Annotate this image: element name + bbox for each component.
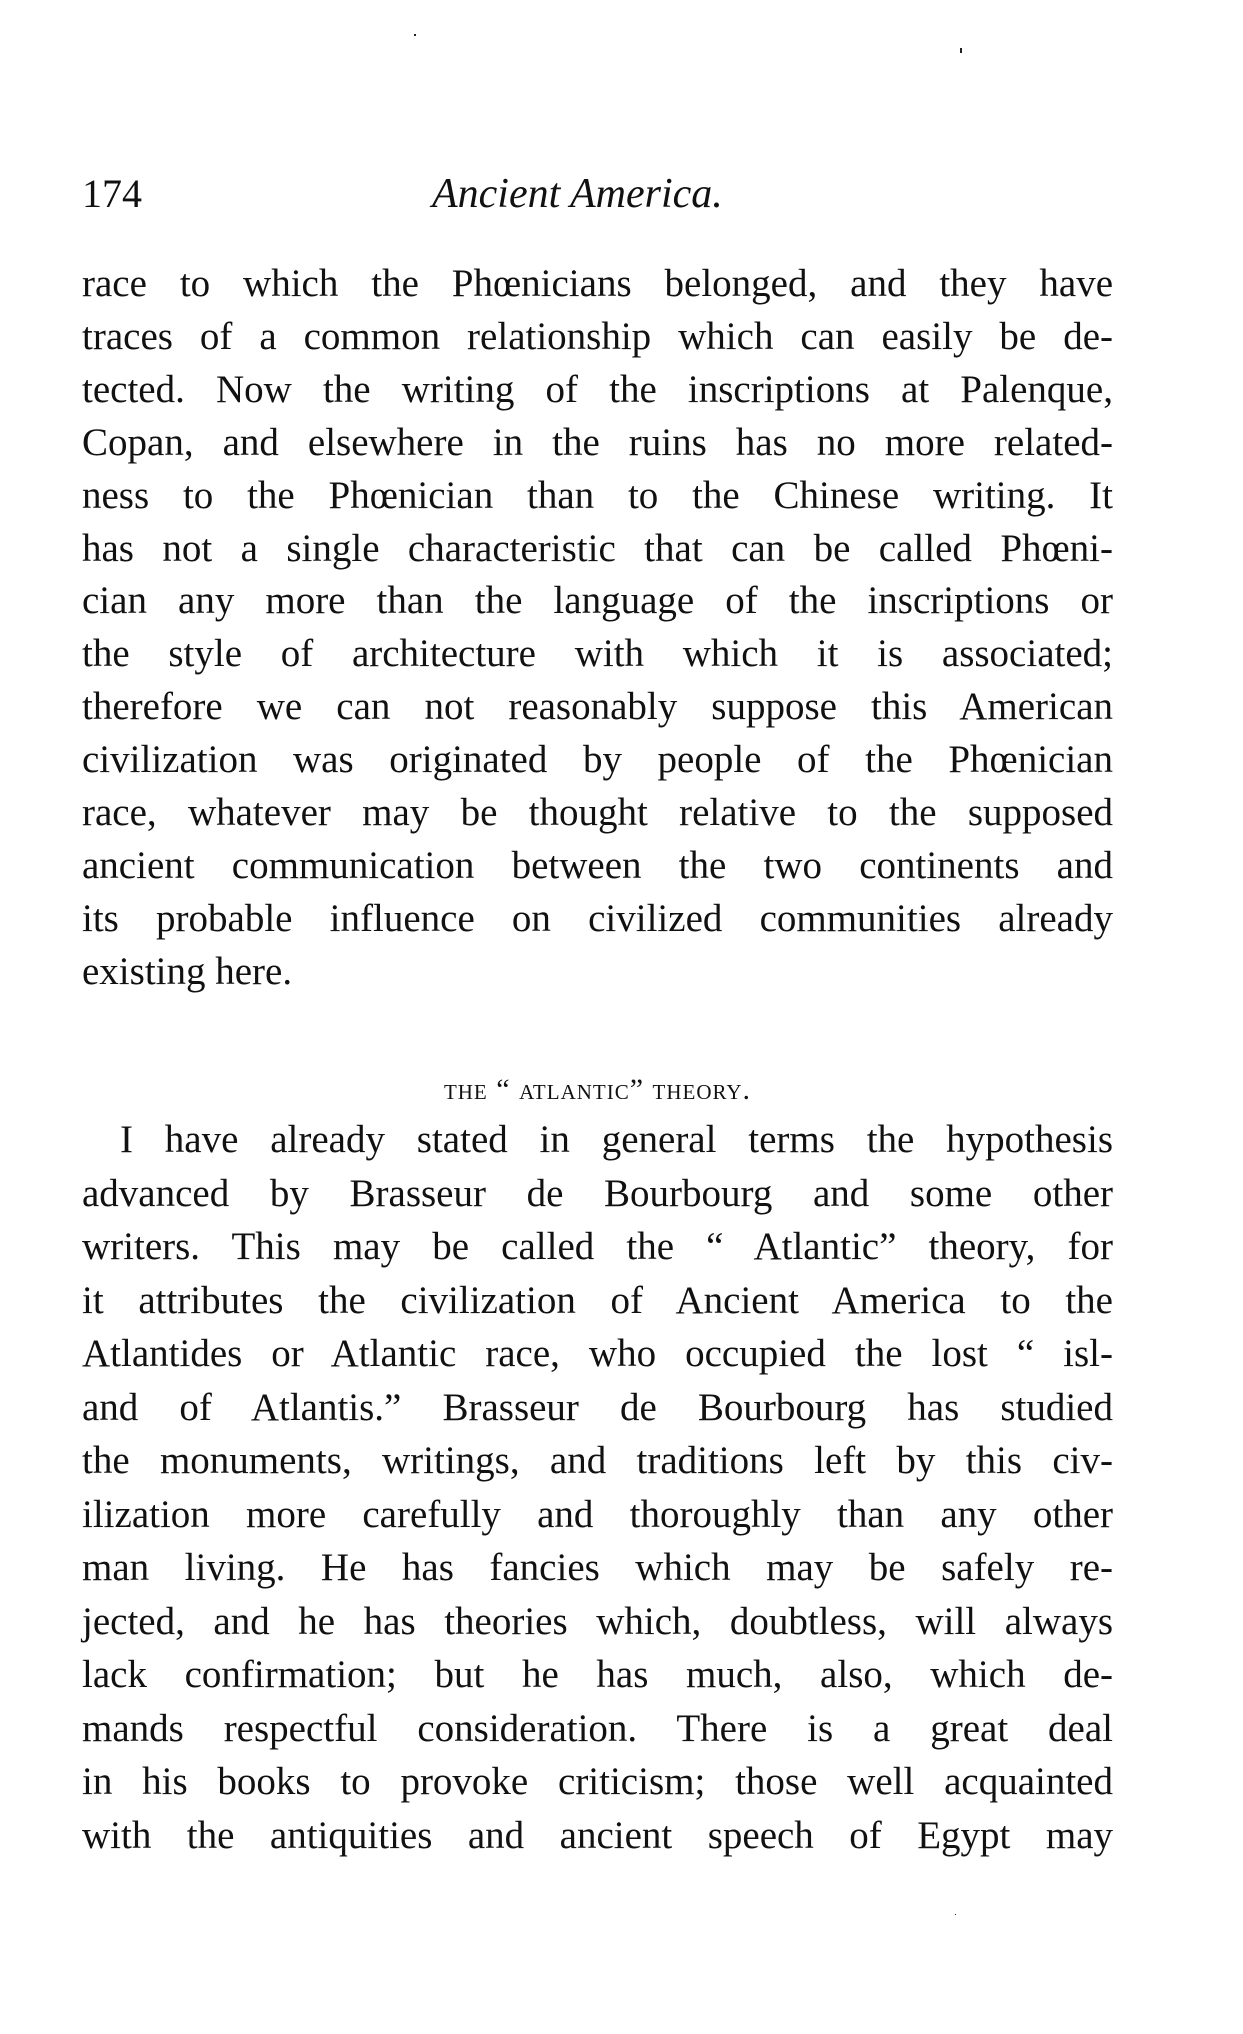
running-title: Ancient America. (432, 171, 723, 217)
text-line: ancient communication between the two continents and (82, 843, 1113, 887)
text-line: I have already stated in general terms the hypothesis (120, 1118, 1113, 1161)
text-line: the monuments, writings, and traditions left by this civ- (82, 1439, 1113, 1482)
text-line: existing here. (82, 949, 293, 993)
text-line: traces of a common relationship which can easily be de- (82, 314, 1113, 358)
text-line: the style of architecture with which it is associated; (82, 632, 1113, 676)
text-line: Atlantides or Atlantic race, who occupied the lost “ isl- (82, 1332, 1113, 1375)
text-line: race, whatever may be thought relative to the supposed (82, 791, 1113, 835)
text-line: it attributes the civilization of Ancient America to the (82, 1278, 1113, 1322)
text-line: has not a single characteristic that can be called Phœni- (82, 526, 1113, 570)
paragraph-2 (82, 1113, 1113, 1862)
text-line: with the antiquities and ancient speech of Egypt may (82, 1813, 1113, 1857)
text-line: in his books to provoke criticism; those well acquainted (82, 1760, 1113, 1803)
page-number: 174 (82, 171, 142, 216)
text-line: lack confirmation; but he has much, also, which de- (82, 1653, 1113, 1696)
text-line: writers. This may be called the “ Atlantic” theory, for (82, 1225, 1113, 1268)
text-line: ness to the Phœnician than to the Chinese writing. It (82, 473, 1113, 517)
scan-speck (955, 1914, 956, 1915)
scan-speck (414, 34, 416, 36)
text-line: Copan, and elsewhere in the ruins has no more related- (82, 420, 1113, 464)
text-line: man living. He has fancies which may be safely re- (82, 1546, 1113, 1589)
running-head (82, 170, 1113, 220)
text-line: jected, and he has theories which, doubtless, will always (82, 1599, 1113, 1643)
text-line: cian any more than the language of the inscriptions or (82, 579, 1113, 623)
scan-speck (960, 48, 962, 53)
text-line: tected. Now the writing of the inscriptions at Palenque, (82, 367, 1113, 411)
text-line: mands respectful consideration. There is a great deal (82, 1706, 1113, 1750)
text-line: therefore we can not reasonably suppose this American (82, 685, 1113, 729)
text-line: advanced by Brasseur de Bourbourg and some other (82, 1171, 1113, 1215)
text-line: its probable influence on civilized communities already (82, 896, 1113, 940)
text-line: civilization was originated by people of the Phœnician (82, 738, 1113, 782)
paragraph-1 (82, 258, 1113, 999)
text-line: ilization more carefully and thoroughly than any other (82, 1492, 1113, 1536)
text-line: race to which the Phœnicians belonged, and they have (82, 262, 1113, 305)
text-line: and of Atlantis.” Brasseur de Bourbourg has studied (82, 1385, 1113, 1429)
section-heading: the “ atlantic” theory. (443, 1073, 752, 1106)
